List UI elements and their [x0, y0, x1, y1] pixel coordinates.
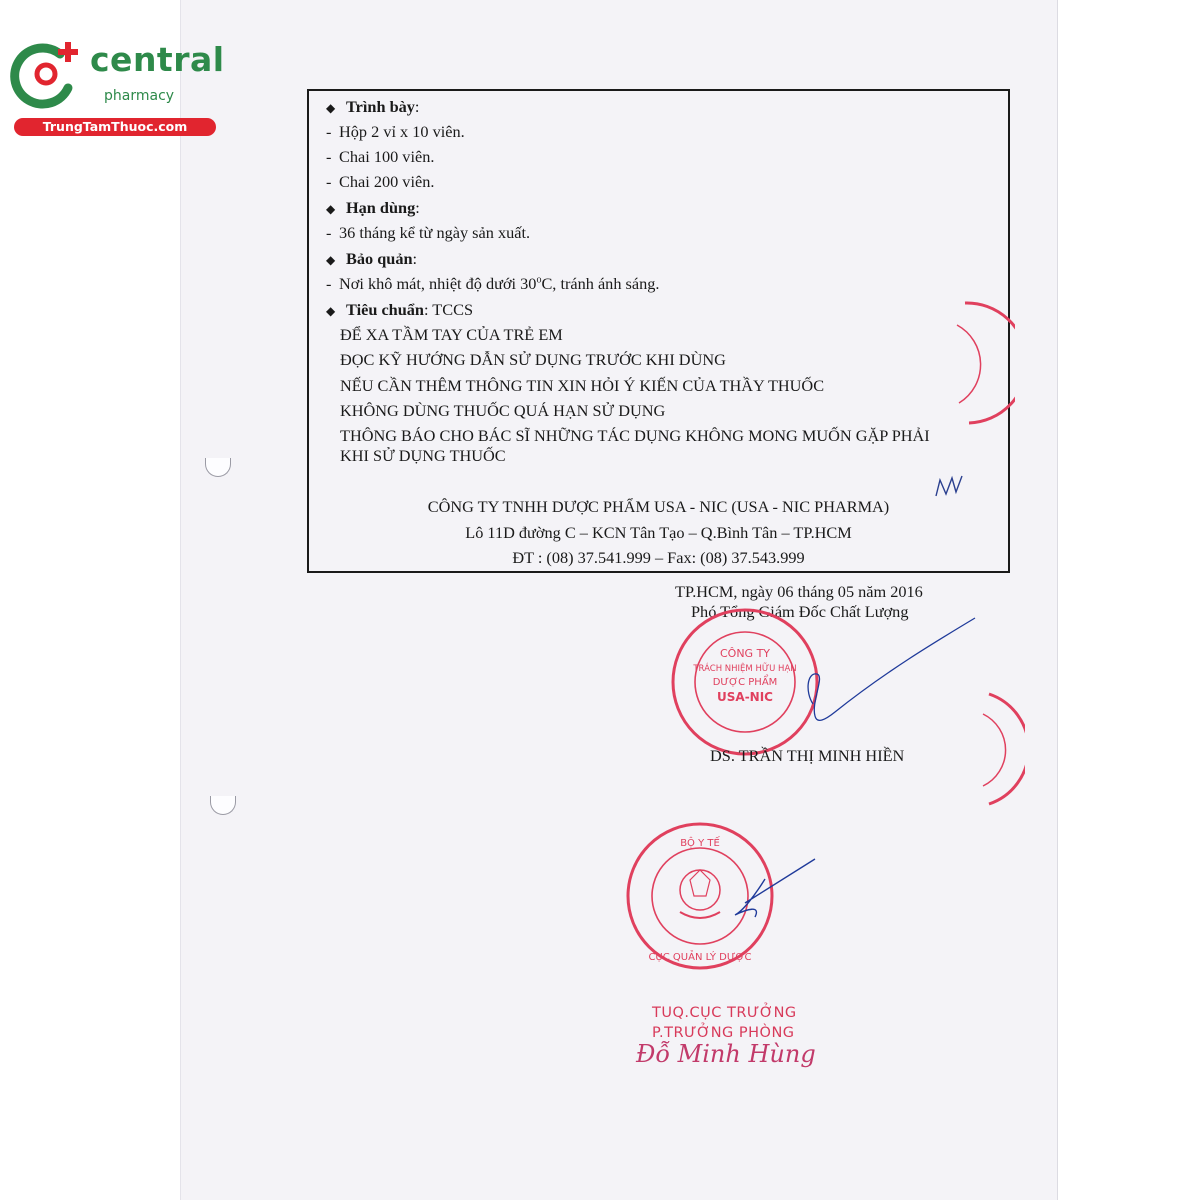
section-presentation-heading: ◆ Trình bày: — [326, 97, 420, 116]
stamp-top-text: BỘ Y TẾ — [680, 838, 720, 849]
stamp-line: CÔNG TY — [719, 647, 771, 660]
logo-url: TrungTamThuoc.com — [14, 118, 216, 136]
company-phone: ĐT : (08) 37.541.999 – Fax: (08) 37.543.999 — [512, 548, 805, 567]
section-shelf-life-heading: ◆ Hạn dùng: — [326, 198, 420, 217]
ministry-initial — [725, 855, 820, 925]
logo-brand: central — [90, 40, 225, 79]
logo-c-plus-icon — [8, 38, 88, 114]
diamond-bullet-icon: ◆ — [326, 202, 336, 216]
warning-line: KHI SỬ DỤNG THUỐC — [340, 446, 506, 465]
company-name: CÔNG TY TNHH DƯỢC PHẨM USA - NIC (USA - NIC PHARMA) — [427, 497, 890, 516]
diamond-bullet-icon: ◆ — [326, 304, 336, 318]
list-item: - Chai 200 viên. — [326, 172, 435, 191]
list-item: - 36 tháng kể từ ngày sản xuất. — [326, 223, 531, 242]
stamp-line: TRÁCH NHIỆM HỮU HẠN — [693, 664, 797, 674]
authority-name: Đỗ Minh Hùng — [636, 1040, 816, 1068]
list-item: - Hộp 2 vỉ x 10 viên. — [326, 122, 465, 141]
company-address: Lô 11D đường C – KCN Tân Tạo – Q.Bình Tân – TP.HCM — [465, 523, 852, 542]
signature-scribble — [795, 612, 980, 732]
section-standard-heading: ◆ Tiêu chuẩn: TCCS — [326, 300, 474, 319]
warning-line: THÔNG BÁO CHO BÁC SĨ NHỮNG TÁC DỤNG KHÔNG MONG MUỐN GẶP PHẢI — [340, 426, 930, 445]
warning-line: NẾU CẦN THÊM THÔNG TIN XIN HỎI Ý KIẾN CỦA THẦY THUỐC — [340, 376, 825, 395]
authority-line2: P.TRƯỞNG PHÒNG — [652, 1025, 795, 1041]
stamp-bottom-text: CỤC QUẢN LÝ DƯỢC — [648, 952, 752, 963]
list-item: - Nơi khô mát, nhiệt độ dưới 30$^o$C, tránh ánh sáng. — [326, 274, 660, 293]
warning-line: ĐỂ XA TẦM TAY CỦA TRẺ EM — [340, 325, 563, 344]
logo-sub: pharmacy — [104, 88, 175, 104]
initial-mark — [930, 470, 970, 505]
diamond-bullet-icon: ◆ — [326, 253, 336, 267]
signature-name: DS. TRẦN THỊ MINH HIỀN — [710, 746, 905, 765]
signature-title: Phó Tổng Giám Đốc Chất Lượng — [691, 602, 909, 621]
section-storage-heading: ◆ Bảo quản: — [326, 249, 418, 268]
central-pharmacy-logo — [8, 38, 225, 138]
list-item: - Chai 100 viên. — [326, 147, 435, 166]
warning-line: ĐỌC KỸ HƯỚNG DẪN SỬ DỤNG TRƯỚC KHI DÙNG — [340, 350, 726, 369]
partial-stamp-lower — [975, 690, 1025, 810]
stamp-line: USA-NIC — [717, 690, 773, 704]
partial-stamp-upper — [955, 295, 1015, 430]
signature-date: TP.HCM, ngày 06 tháng 05 năm 2016 — [675, 582, 923, 601]
warning-line: KHÔNG DÙNG THUỐC QUÁ HẠN SỬ DỤNG — [340, 401, 666, 420]
stamp-line: DƯỢC PHẨM — [712, 677, 778, 688]
diamond-bullet-icon: ◆ — [326, 101, 336, 115]
authority-line1: TUQ.CỤC TRƯỞNG — [652, 1005, 797, 1021]
